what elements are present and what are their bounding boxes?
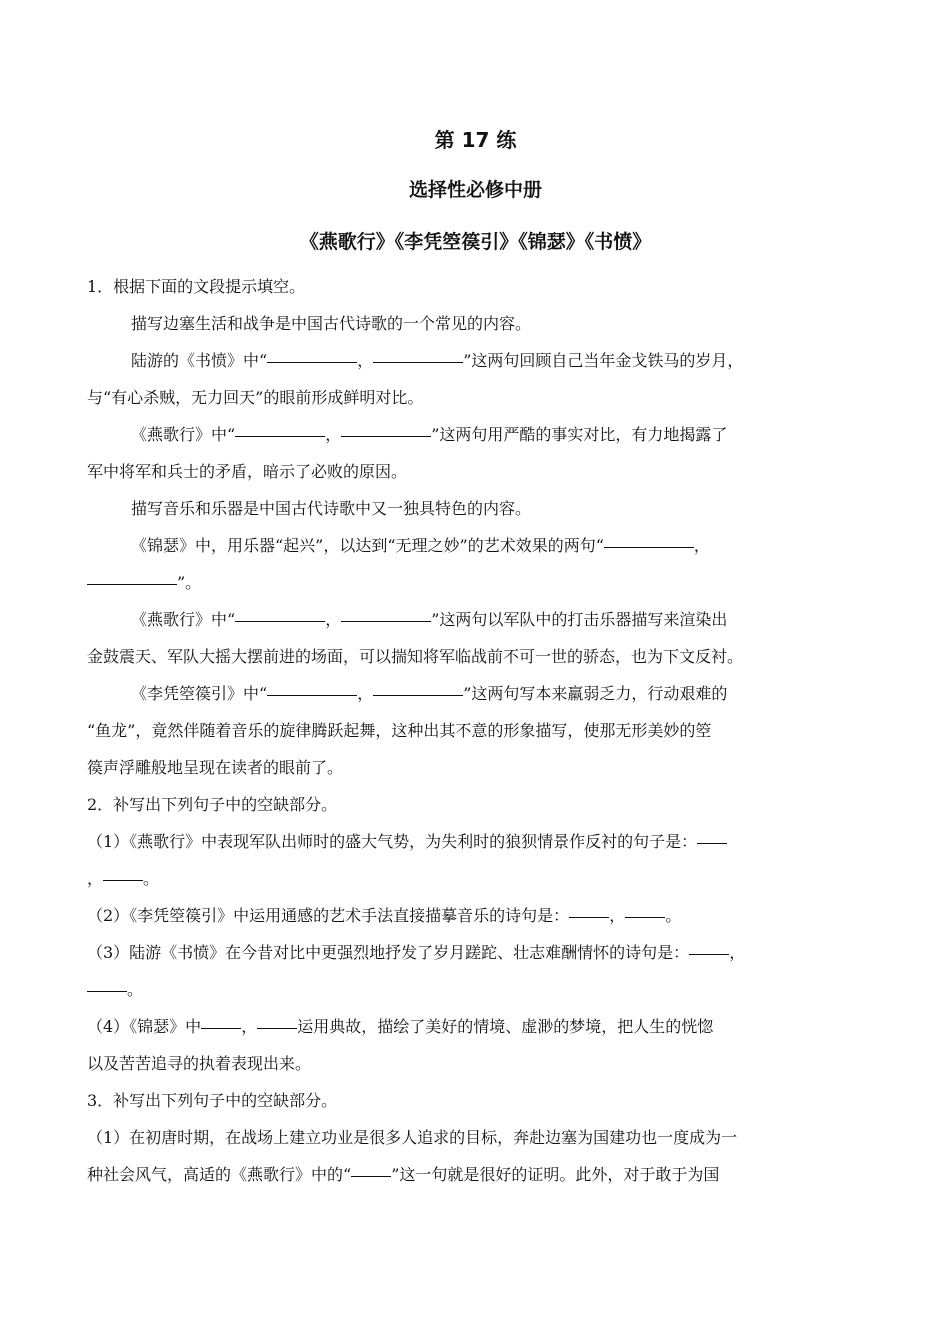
question-3 (87, 1082, 864, 1193)
q2-item-3-cont: 。 (87, 971, 864, 1008)
answer-blank[interactable] (87, 990, 127, 992)
q1-paragraph-5: 《锦瑟》中，用乐器“起兴”，以达到“无理之妙”的艺术效果的两句“ ， (131, 536, 710, 555)
question-1 (87, 268, 864, 786)
question-1-stem: 1．根据下面的文段提示填空。 (87, 277, 306, 296)
answer-blank[interactable] (569, 916, 609, 918)
answer-blank[interactable] (689, 953, 729, 955)
q1-paragraph-4: 描写音乐和乐器是中国古代诗歌中又一独具特色的内容。 (131, 499, 532, 518)
answer-blank[interactable] (341, 435, 431, 437)
question-3-stem: 3．补写出下列句子中的空缺部分。 (87, 1091, 338, 1110)
answer-blank[interactable] (341, 620, 431, 622)
q2-item-1-cont: ， 。 (87, 869, 160, 888)
answer-blank[interactable] (257, 1027, 297, 1029)
q3-item-1-cont: 种社会风气，高适的《燕歌行》中的“ ”这一句就是很好的证明。此外，对于敢于为国 (87, 1165, 720, 1184)
answer-blank[interactable] (267, 694, 357, 696)
answer-blank[interactable] (87, 583, 177, 585)
answer-blank[interactable] (201, 1027, 241, 1029)
q2-item-4-cont: 以及苦苦追寻的执着表现出来。 (87, 1054, 312, 1073)
q1-paragraph-3: 《燕歌行》中“ ， ”这两句用严酷的事实对比，有力地揭露了 (131, 425, 728, 444)
q1-paragraph-7: 《李凭箜篌引》中“ ， ”这两句写本来羸弱乏力，行动艰难的 (131, 684, 728, 703)
question-2-stem: 2．补写出下列句子中的空缺部分。 (87, 795, 338, 814)
answer-blank[interactable] (103, 879, 143, 881)
answer-blank[interactable] (235, 435, 325, 437)
q3-item-1: （1）在初唐时期，在战场上建立功业是很多人追求的目标，奔赴边塞为国建功也一度成为一 (87, 1128, 738, 1147)
q1-paragraph-2-cont: 与“有心杀贼，无力回天”的眼前形成鲜明对比。 (87, 388, 424, 407)
lesson-title: 第 17 练 (434, 128, 517, 152)
q2-item-2: （2）《李凭箜篌引》中运用通感的艺术手法直接描摹音乐的诗句是： ， 。 (87, 906, 682, 925)
q2-item-1: （1）《燕歌行》中表现军队出师时的盛大气势，为失利时的狼狈情景作反衬的句子是： (87, 823, 864, 860)
q1-paragraph-6-cont: 金鼓震天、军队大摇大摆前进的场面，可以揣知将军临战前不可一世的骄态，也为下文反衬。 (87, 647, 744, 666)
answer-blank[interactable] (697, 842, 727, 844)
volume-title: 选择性必修中册 (408, 179, 542, 201)
answer-blank[interactable] (373, 694, 463, 696)
answer-blank[interactable] (604, 546, 694, 548)
q1-paragraph-5-cont: ”。 (87, 564, 864, 601)
q1-paragraph-1: 描写边塞生活和战争是中国古代诗歌的一个常见的内容。 (131, 314, 532, 333)
q1-paragraph-3-cont: 军中将军和兵士的矛盾，暗示了必败的原因。 (87, 462, 408, 481)
answer-blank[interactable] (373, 361, 463, 363)
answer-blank[interactable] (625, 916, 665, 918)
poems-title: 《燕歌行》《李凭箜篌引》《锦瑟》《书愤》 (299, 231, 652, 253)
question-2 (87, 786, 864, 1082)
q1-paragraph-7-end: 篌声浮雕般地呈现在读者的眼前了。 (87, 758, 344, 777)
q2-item-4: （4）《锦瑟》中 ， 运用典故，描绘了美好的情境、虚渺的梦境，把人生的恍惚 (87, 1017, 714, 1036)
q1-paragraph-7-cont: “鱼龙”，竟然伴随着音乐的旋律腾跃起舞，这种出其不意的形象描写，使那无形美妙的箜 (87, 721, 712, 740)
answer-blank[interactable] (267, 361, 357, 363)
q1-paragraph-2: 陆游的《书愤》中“ ， ”这两句回顾自己当年金戈铁马的岁月， (131, 351, 744, 370)
q2-item-3: （3）陆游《书愤》在今昔对比中更强烈地抒发了岁月蹉跎、壮志难酬情怀的诗句是： ， (87, 943, 746, 962)
q1-paragraph-6: 《燕歌行》中“ ， ”这两句以军队中的打击乐器描写来渲染出 (131, 610, 728, 629)
answer-blank[interactable] (235, 620, 325, 622)
answer-blank[interactable] (351, 1175, 391, 1177)
